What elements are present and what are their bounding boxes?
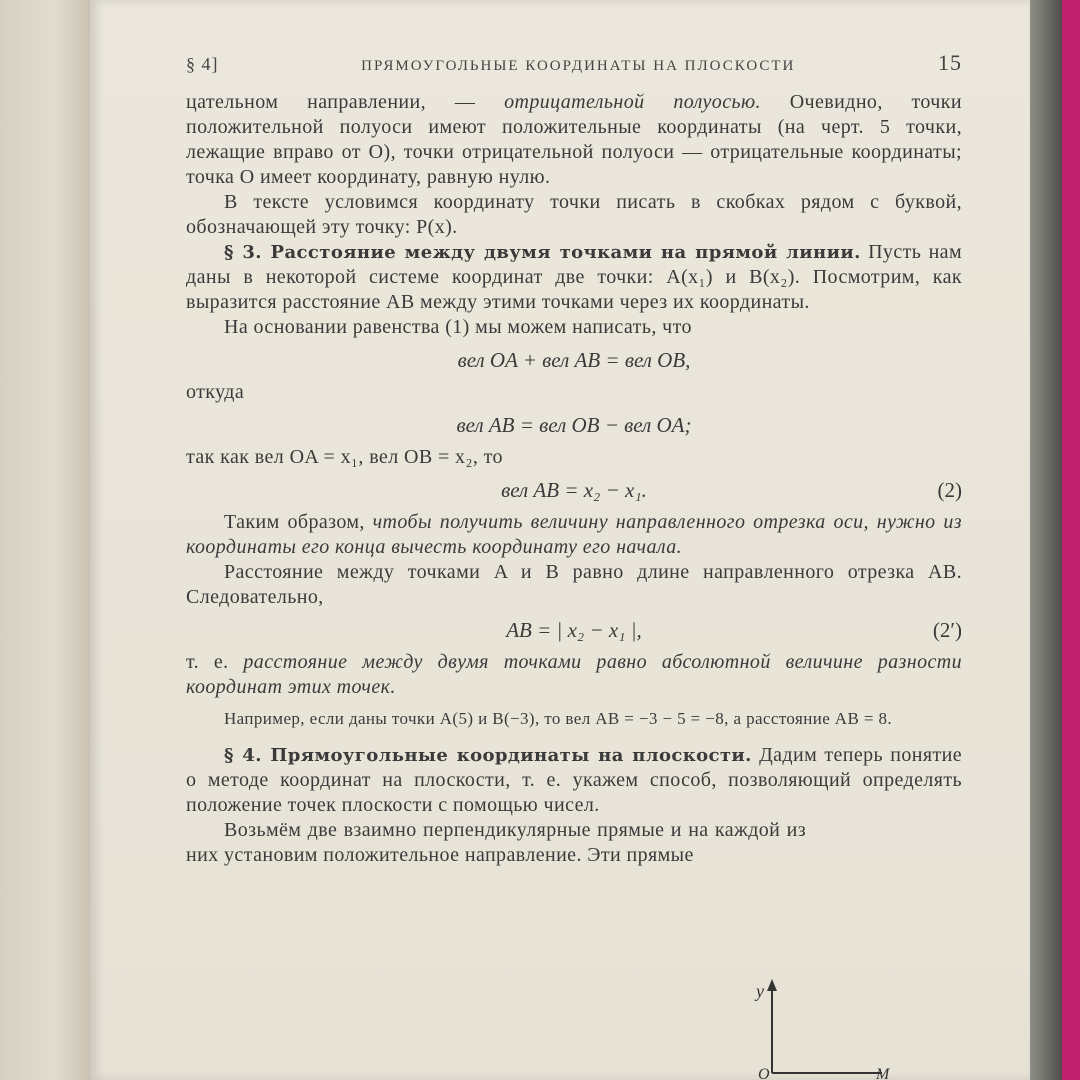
word-otkuda: откуда bbox=[186, 381, 245, 403]
paragraph-4: На основании равенства (1) мы можем написать, что bbox=[224, 316, 692, 338]
page-number: 15 bbox=[938, 50, 962, 75]
coordinate-axes-figure bbox=[752, 975, 902, 1080]
section-4: § 4. Прямоугольные координаты на плоскости. Дадим теперь понятие о методе координат на плоскости, т. е. укажем способ, позволяющий определять положение точек плоскости с помощью чисел. bbox=[186, 744, 962, 816]
label-y: y bbox=[756, 981, 764, 1001]
paragraph-6: Таким образом, чтобы получить величину направленного отрезка оси, нужно из координаты его конца вычесть координату его начала. bbox=[186, 511, 962, 558]
left-page-edge bbox=[0, 0, 90, 1080]
example: Например, если даны точки A(5) и B(−3), то вел AB = −3 − 5 = −8, а расстояние AB = 8. bbox=[224, 709, 893, 728]
y-axis-arrow bbox=[767, 979, 777, 991]
equation-number-2-prime: (2′) bbox=[932, 618, 962, 642]
formula-1: вел OA + вел AB = вел OB, bbox=[457, 348, 691, 372]
label-m: M bbox=[876, 1066, 890, 1080]
page-content bbox=[186, 50, 962, 868]
section-4-heading: § 4. Прямоугольные координаты на плоскости. bbox=[224, 745, 752, 766]
paragraph-5: так как вел OA = x₁, вел OB = x₂, то bbox=[186, 446, 503, 468]
section-mark: § 4] bbox=[186, 54, 219, 74]
running-head bbox=[186, 50, 962, 90]
page-stack-edge bbox=[1030, 0, 1062, 1080]
paragraph-10: Возьмём две взаимно перпендикулярные прямые и на каждой из них установим положительное направление. Эти прямые bbox=[186, 819, 806, 866]
equation-number-2: (2) bbox=[937, 478, 962, 502]
label-o: O bbox=[758, 1066, 770, 1080]
background-cloth bbox=[1062, 0, 1080, 1080]
section-3: § 3. Расстояние между двумя точками на прямой линии. Пусть нам даны в некоторой системе координат две точки: A(x₁) и B(x₂). Посмотрим, как выразится расстояние AB между этими точками через их координаты. bbox=[186, 241, 962, 313]
formula-2: вел AB = вел OB − вел OA; bbox=[456, 413, 692, 437]
paragraph-8: т. е. расстояние между двумя точками равно абсолютной величине разности координат этих точек. bbox=[186, 651, 962, 698]
paragraph-1: цательном направлении, — отрицательной полуосью. Очевидно, точки положительной полуоси имеют положительные координаты (на черт. 5 точки, лежащие вправо от O), точки отрицательной полуоси — отрицательные координаты; точка O имеет координату, равную нулю. bbox=[186, 91, 962, 188]
formula-3: вел AB = x₂ − x₁. (2) bbox=[186, 470, 962, 510]
running-title: ПРЯМОУГОЛЬНЫЕ КООРДИНАТЫ НА ПЛОСКОСТИ bbox=[361, 58, 796, 74]
paragraph-7: Расстояние между точками A и B равно длине направленного отрезка AB. Следовательно, bbox=[186, 561, 962, 608]
section-3-heading: § 3. Расстояние между двумя точками на прямой линии. bbox=[224, 242, 861, 263]
formula-4: AB = | x₂ − x₁ |, (2′) bbox=[186, 610, 962, 650]
paragraph-2: В тексте условимся координату точки писать в скобках рядом с буквой, обозначающей эту точку: P(x). bbox=[186, 191, 962, 238]
